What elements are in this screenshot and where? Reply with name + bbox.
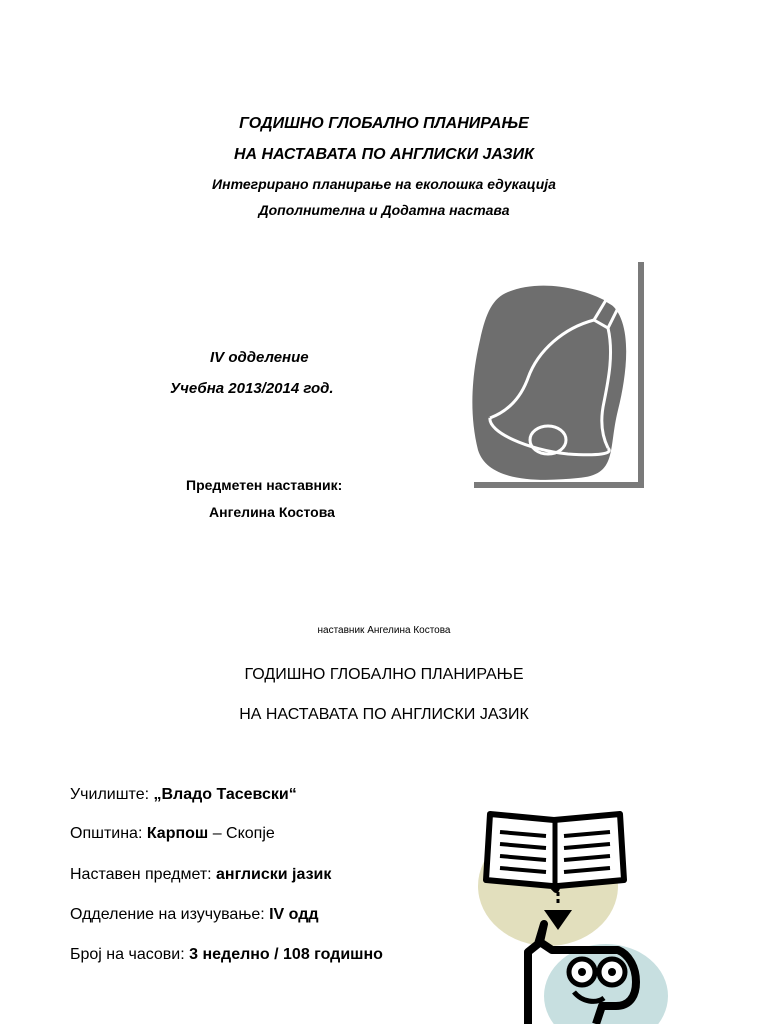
field-value: IV одд	[269, 906, 319, 923]
cover-title-line2: НА НАСТАВАТА ПО АНГЛИСКИ ЈАЗИК	[233, 146, 534, 163]
cover-subtitle-line2: Дополнителна и Додатна настава	[258, 202, 510, 218]
school-year: Учебна 2013/2014 год.	[170, 380, 334, 397]
field-suffix: – Скопје	[208, 825, 275, 842]
field-label: Општина:	[70, 825, 147, 842]
field-label: Училиште:	[70, 786, 154, 803]
teacher-name: Ангелина Костова	[209, 504, 335, 520]
field-value: Карпош	[146, 825, 209, 842]
book-reader-icon	[478, 806, 668, 1024]
cover-title-line1: ГОДИШНО ГЛОБАЛНО ПЛАНИРАЊЕ	[239, 115, 529, 132]
field-hours	[70, 946, 383, 964]
page-title-line2: НА НАСТАВАТА ПО АНГЛИСКИ ЈАЗИК	[239, 706, 529, 723]
cover-subtitle-line1: Интегрирано планирање на еколошка едукација	[212, 176, 556, 192]
field-school	[70, 786, 297, 804]
field-municipality	[70, 825, 275, 843]
field-grade	[70, 906, 319, 924]
footer-note: наставник Ангелина Костова	[317, 625, 451, 636]
teacher-label: Предметен наставник:	[186, 477, 343, 493]
field-label: Наставен предмет:	[70, 866, 217, 883]
page-title-line1: ГОДИШНО ГЛОБАЛНО ПЛАНИРАЊЕ	[244, 666, 524, 683]
field-value: „Владо Тасевски“	[153, 786, 297, 803]
field-label: Број на часови:	[70, 946, 190, 963]
school-bell-icon	[468, 250, 650, 492]
field-label: Одделение на изучување:	[70, 906, 270, 923]
field-value: 3 неделно / 108 годишно	[189, 946, 383, 963]
field-value: англиски јазик	[216, 866, 332, 883]
grade-label: IV одделение	[210, 349, 309, 366]
field-subject	[70, 866, 331, 884]
